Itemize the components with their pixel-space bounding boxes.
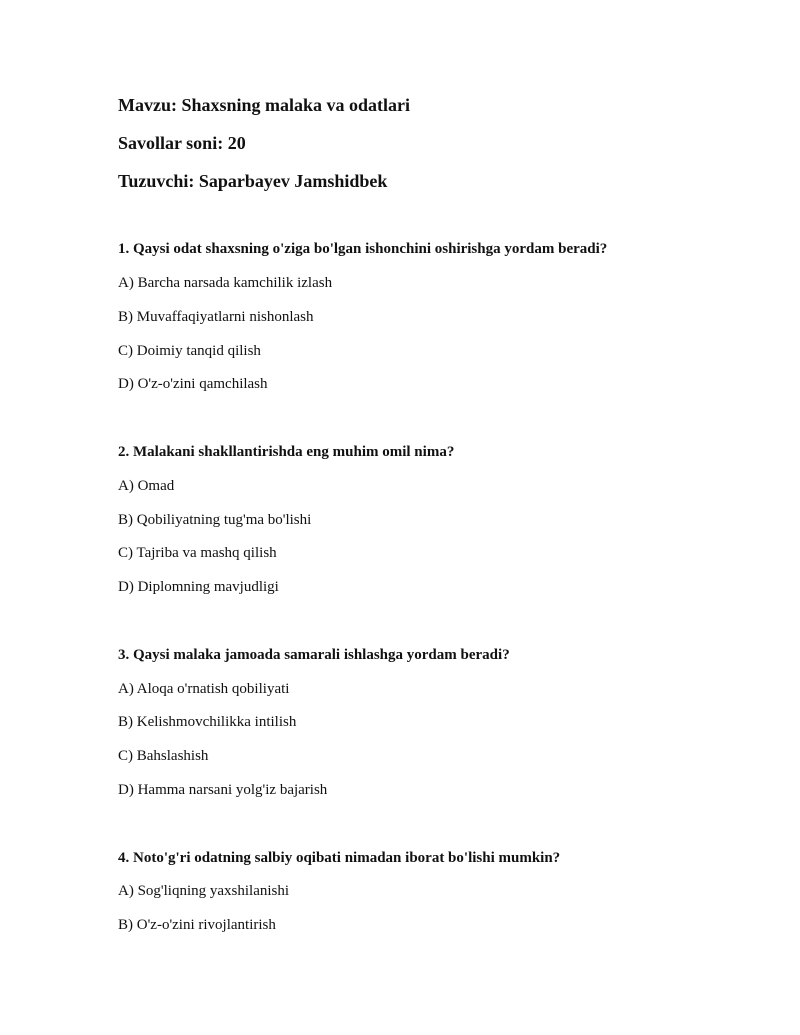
answer-option: D) O'z-o'zini qamchilash [118,376,268,392]
answer-option: A) Omad [118,478,175,494]
question-text: 4. Noto'g'ri odatning salbiy oqibati nimadan iborat bo'lishi mumkin? [118,850,561,866]
answer-option: D) Hamma narsani yolg'iz bajarish [118,782,328,798]
answer-option: B) Muvaffaqiyatlarni nishonlash [118,309,314,325]
question-text: 1. Qaysi odat shaxsning o'ziga bo'lgan ishonchini oshirishga yordam beradi? [118,241,608,257]
answer-option: A) Aloqa o'rnatish qobiliyati [118,681,290,697]
answer-option: B) O'z-o'zini rivojlantirish [118,917,276,933]
answer-option: B) Kelishmovchilikka intilish [118,714,297,730]
answer-option: A) Sog'liqning yaxshilanishi [118,883,290,899]
answer-option: B) Qobiliyatning tug'ma bo'lishi [118,512,312,528]
question-count-heading: Savollar soni: 20 [118,133,246,153]
topic-heading: Mavzu: Shaxsning malaka va odatlari [118,95,411,115]
question-text: 2. Malakani shakllantirishda eng muhim omil nima? [118,444,455,460]
author-heading: Tuzuvchi: Saparbayev Jamshidbek [118,171,388,191]
question-text: 3. Qaysi malaka jamoada samarali ishlashga yordam beradi? [118,647,510,663]
answer-option: C) Doimiy tanqid qilish [118,343,261,359]
answer-option: C) Tajriba va mashq qilish [118,545,277,561]
answer-option: D) Diplomning mavjudligi [118,579,279,595]
answer-option: A) Barcha narsada kamchilik izlash [118,275,333,291]
answer-option: C) Bahslashish [118,748,209,764]
